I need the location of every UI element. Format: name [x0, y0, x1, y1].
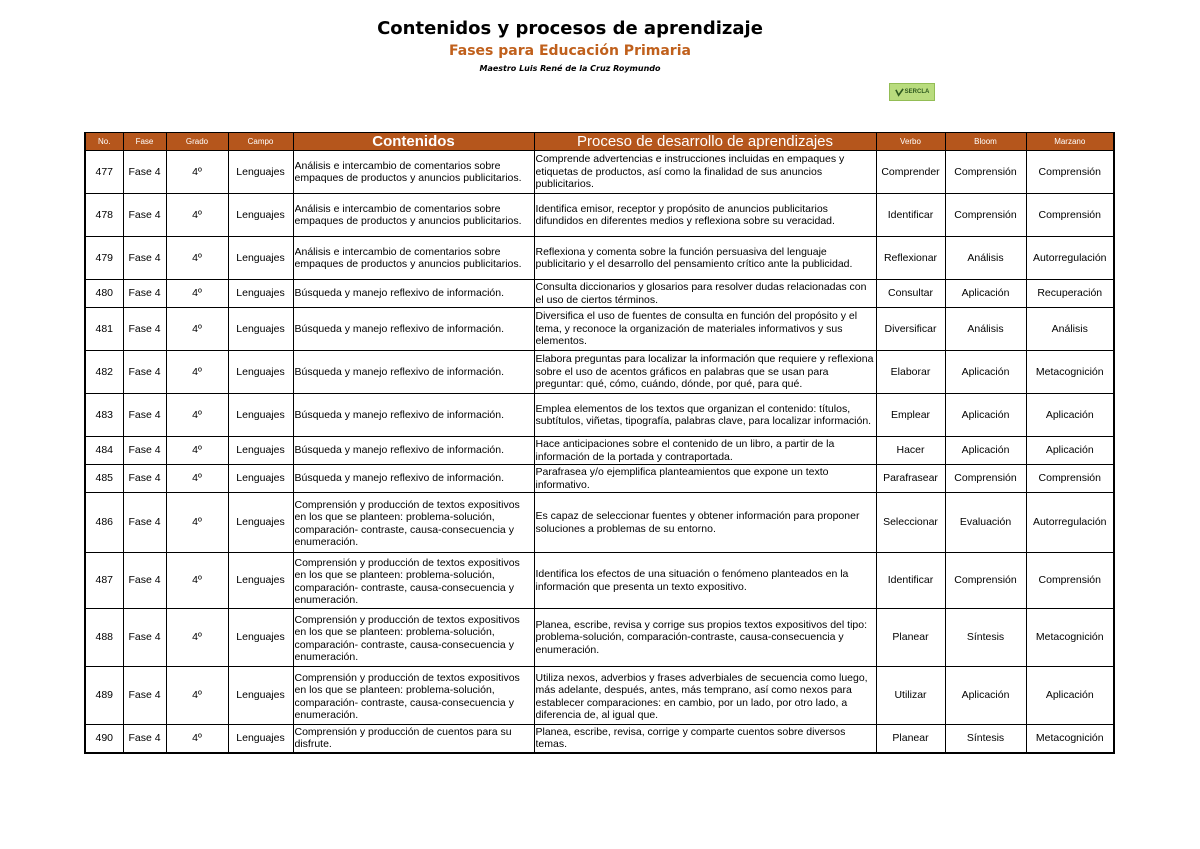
cell-contenidos-text: Comprensión y producción de textos expositivos en los que se planteen: problema-solución, comparación- contraste, causa-consecuencia y enumeración. [294, 556, 520, 605]
cell-grado: 4º [166, 553, 228, 609]
cell-proceso [534, 609, 876, 667]
cell-verbo: Consultar [876, 280, 945, 308]
table-row [85, 280, 1114, 308]
table-row [85, 553, 1114, 609]
cell-no: 490 [85, 725, 123, 753]
cell-bloom: Comprensión [945, 194, 1026, 237]
cell-proceso-text: Planea, escribe, revisa, corrige y comparte cuentos sobre diversos temas. [535, 725, 846, 751]
cell-verbo: Reflexionar [876, 237, 945, 280]
cell-campo: Lenguajes [228, 725, 293, 753]
cell-contenidos [293, 237, 534, 280]
cell-marzano: Recuperación [1026, 280, 1114, 308]
col-header-bloom: Bloom [945, 133, 1026, 151]
cell-contenidos-text: Análisis e intercambio de comentarios sobre empaques de productos y anuncios publicitarios. [294, 202, 522, 227]
table-row [85, 194, 1114, 237]
cell-bloom: Síntesis [945, 609, 1026, 667]
cell-contenidos-text: Análisis e intercambio de comentarios sobre empaques de productos y anuncios publicitarios. [294, 245, 522, 270]
cell-campo: Lenguajes [228, 151, 293, 194]
cell-verbo: Parafrasear [876, 465, 945, 493]
cell-verbo: Planear [876, 725, 945, 753]
cell-verbo: Emplear [876, 394, 945, 437]
cell-contenidos-text: Comprensión y producción de textos expositivos en los que se planteen: problema-solución, comparación- contraste, causa-consecuencia y enumeración. [294, 498, 520, 547]
cell-campo: Lenguajes [228, 493, 293, 553]
cell-campo: Lenguajes [228, 465, 293, 493]
cell-fase: Fase 4 [123, 394, 166, 437]
col-header-campo: Campo [228, 133, 293, 151]
cell-bloom: Aplicación [945, 351, 1026, 394]
cell-fase: Fase 4 [123, 465, 166, 493]
col-header-contenidos: Contenidos [293, 133, 534, 151]
cell-marzano: Metacognición [1026, 609, 1114, 667]
table-row [85, 725, 1114, 753]
col-header-verbo: Verbo [876, 133, 945, 151]
cell-fase: Fase 4 [123, 609, 166, 667]
cell-grado: 4º [166, 493, 228, 553]
cell-grado: 4º [166, 394, 228, 437]
cell-campo: Lenguajes [228, 667, 293, 725]
author-line: Maestro Luis René de la Cruz Roymundo [479, 64, 661, 73]
cell-proceso [534, 394, 876, 437]
logo-text: SERCLA [904, 89, 930, 95]
cell-campo: Lenguajes [228, 351, 293, 394]
cell-contenidos-text: Búsqueda y manejo reflexivo de información. [294, 472, 505, 485]
cell-campo: Lenguajes [228, 394, 293, 437]
cell-no: 488 [85, 609, 123, 667]
cell-verbo: Elaborar [876, 351, 945, 394]
cell-marzano: Metacognición [1026, 351, 1114, 394]
cell-proceso [534, 493, 876, 553]
cell-campo: Lenguajes [228, 609, 293, 667]
cell-verbo: Identificar [876, 194, 945, 237]
cell-fase: Fase 4 [123, 308, 166, 351]
cell-fase: Fase 4 [123, 667, 166, 725]
cell-marzano: Análisis [1026, 308, 1114, 351]
cell-no: 478 [85, 194, 123, 237]
cell-no: 480 [85, 280, 123, 308]
table-row [85, 394, 1114, 437]
cell-proceso-text: Identifica los efectos de una situación o fenómeno planteados en la información que presenta un texto expositivo. [535, 568, 849, 593]
col-header-grado: Grado [166, 133, 228, 151]
cell-no: 482 [85, 351, 123, 394]
cell-contenidos [293, 308, 534, 351]
cell-proceso [534, 237, 876, 280]
cell-proceso [534, 194, 876, 237]
cell-proceso [534, 151, 876, 194]
cell-campo: Lenguajes [228, 237, 293, 280]
cell-proceso-text: Hace anticipaciones sobre el contenido de un libro, a partir de la información de la portada y contraportada. [535, 438, 835, 463]
cell-marzano: Aplicación [1026, 667, 1114, 725]
table-row [85, 151, 1114, 194]
cell-proceso [534, 725, 876, 753]
cell-contenidos-text: Comprensión y producción de textos expositivos en los que se planteen: problema-solución, comparación- contraste, causa-consecuencia y enumeración. [294, 613, 520, 662]
cell-contenidos [293, 465, 534, 493]
cell-grado: 4º [166, 237, 228, 280]
cell-contenidos-text: Búsqueda y manejo reflexivo de información. [294, 408, 505, 421]
cell-fase: Fase 4 [123, 725, 166, 753]
cell-grado: 4º [166, 667, 228, 725]
cell-no: 481 [85, 308, 123, 351]
cell-campo: Lenguajes [228, 553, 293, 609]
logo [889, 83, 935, 101]
cell-proceso [534, 280, 876, 308]
cell-marzano: Autorregulación [1026, 493, 1114, 553]
cell-proceso-text: Parafrasea y/o ejemplifica planteamientos que expone un texto informativo. [535, 466, 829, 491]
table-row [85, 465, 1114, 493]
cell-contenidos-text: Comprensión y producción de cuentos para su disfrute. [294, 725, 512, 751]
cell-contenidos [293, 553, 534, 609]
cell-proceso-text: Identifica emisor, receptor y propósito de anuncios publicitarios difundidos en diferentes medios y reflexiona sobre su veracidad. [535, 202, 835, 227]
cell-bloom: Aplicación [945, 280, 1026, 308]
cell-marzano: Comprensión [1026, 151, 1114, 194]
cell-proceso-text: Elabora preguntas para localizar la información que requiere y reflexiona sobre el uso de acentos gráficos en palabras que se usan para preguntar: qué, cómo, cuándo, dónde, por qué, para qué. [535, 353, 874, 391]
cell-contenidos [293, 667, 534, 725]
cell-bloom: Aplicación [945, 437, 1026, 465]
cell-fase: Fase 4 [123, 237, 166, 280]
cell-fase: Fase 4 [123, 437, 166, 465]
cell-verbo: Comprender [876, 151, 945, 194]
cell-bloom: Evaluación [945, 493, 1026, 553]
cell-proceso-text: Es capaz de seleccionar fuentes y obtener información para proponer soluciones a problemas de su entorno. [535, 510, 860, 535]
cell-proceso-text: Reflexiona y comenta sobre la función persuasiva del lenguaje publicitario y el desarrollo del pensamiento crítico ante la publicidad. [535, 245, 853, 270]
cell-proceso-text: Emplea elementos de los textos que organizan el contenido: títulos, subtítulos, viñetas, tipografía, palabras clave, para localizar información. [535, 402, 872, 427]
cell-contenidos [293, 151, 534, 194]
cell-proceso [534, 465, 876, 493]
cell-contenidos [293, 609, 534, 667]
cell-campo: Lenguajes [228, 194, 293, 237]
cell-bloom: Aplicación [945, 667, 1026, 725]
cell-campo: Lenguajes [228, 437, 293, 465]
table-row [85, 237, 1114, 280]
cell-marzano: Comprensión [1026, 465, 1114, 493]
cell-fase: Fase 4 [123, 280, 166, 308]
cell-contenidos [293, 493, 534, 553]
cell-marzano: Aplicación [1026, 437, 1114, 465]
cell-bloom: Comprensión [945, 465, 1026, 493]
cell-proceso-text: Planea, escribe, revisa y corrige sus propios textos expositivos del tipo: problema-solución, comparación-contraste, causa-consecuencia y enumeración. [535, 618, 867, 656]
cell-contenidos-text: Búsqueda y manejo reflexivo de información. [294, 287, 505, 300]
cell-proceso-text: Diversifica el uso de fuentes de consulta en función del propósito y el tema, y reconoce la organización de materiales informativos y sus elementos. [535, 310, 858, 348]
cell-proceso-text: Comprende advertencias e instrucciones incluidas en empaques y etiquetas de productos, así como la finalidad de sus anuncios publicitarios. [535, 153, 845, 191]
cell-contenidos [293, 394, 534, 437]
cell-bloom: Aplicación [945, 394, 1026, 437]
table-header-row [85, 133, 1114, 151]
cell-proceso [534, 437, 876, 465]
cell-no: 487 [85, 553, 123, 609]
cell-no: 486 [85, 493, 123, 553]
cell-no: 483 [85, 394, 123, 437]
cell-no: 479 [85, 237, 123, 280]
cell-contenidos-text: Búsqueda y manejo reflexivo de información. [294, 365, 505, 378]
table-body [85, 151, 1114, 753]
cell-bloom: Análisis [945, 308, 1026, 351]
col-header-no: No. [85, 133, 123, 151]
cell-verbo: Utilizar [876, 667, 945, 725]
cell-grado: 4º [166, 194, 228, 237]
cell-grado: 4º [166, 725, 228, 753]
cell-fase: Fase 4 [123, 553, 166, 609]
table-row [85, 493, 1114, 553]
table-row [85, 437, 1114, 465]
cell-proceso [534, 351, 876, 394]
cell-marzano: Comprensión [1026, 553, 1114, 609]
col-header-marzano: Marzano [1026, 133, 1114, 151]
content-table [84, 132, 1115, 754]
table-row [85, 308, 1114, 351]
logo-icon [895, 88, 904, 97]
cell-contenidos [293, 351, 534, 394]
cell-grado: 4º [166, 280, 228, 308]
cell-fase: Fase 4 [123, 351, 166, 394]
cell-grado: 4º [166, 308, 228, 351]
cell-contenidos [293, 194, 534, 237]
cell-no: 485 [85, 465, 123, 493]
table-row [85, 609, 1114, 667]
cell-verbo: Identificar [876, 553, 945, 609]
cell-bloom: Síntesis [945, 725, 1026, 753]
cell-grado: 4º [166, 151, 228, 194]
cell-contenidos-text: Comprensión y producción de textos expositivos en los que se planteen: problema-solución, comparación- contraste, causa-consecuencia y enumeración. [294, 671, 520, 720]
cell-verbo: Diversificar [876, 308, 945, 351]
cell-proceso-text: Utiliza nexos, adverbios y frases adverbiales de secuencia como luego, más adelante, después, antes, más temprano, así como nexos para establecer comparaciones: en cambio, por un lado, por otro lado, a diferencia de, al igual que. [535, 671, 868, 720]
cell-contenidos [293, 280, 534, 308]
cell-marzano: Autorregulación [1026, 237, 1114, 280]
cell-grado: 4º [166, 437, 228, 465]
cell-grado: 4º [166, 609, 228, 667]
page-title: Contenidos y procesos de aprendizaje [377, 18, 763, 39]
cell-fase: Fase 4 [123, 493, 166, 553]
col-header-fase: Fase [123, 133, 166, 151]
cell-no: 477 [85, 151, 123, 194]
table-row [85, 351, 1114, 394]
cell-campo: Lenguajes [228, 308, 293, 351]
cell-verbo: Planear [876, 609, 945, 667]
page-subtitle: Fases para Educación Primaria [449, 43, 691, 59]
cell-marzano: Metacognición [1026, 725, 1114, 753]
cell-verbo: Seleccionar [876, 493, 945, 553]
cell-contenidos-text: Búsqueda y manejo reflexivo de información. [294, 444, 505, 457]
cell-bloom: Comprensión [945, 553, 1026, 609]
cell-marzano: Aplicación [1026, 394, 1114, 437]
cell-grado: 4º [166, 465, 228, 493]
cell-contenidos [293, 725, 534, 753]
cell-bloom: Comprensión [945, 151, 1026, 194]
cell-proceso [534, 308, 876, 351]
cell-proceso-text: Consulta diccionarios y glosarios para resolver dudas relacionadas con el uso de ciertos términos. [535, 281, 867, 306]
cell-verbo: Hacer [876, 437, 945, 465]
col-header-proceso: Proceso de desarrollo de aprendizajes [534, 133, 876, 151]
cell-fase: Fase 4 [123, 194, 166, 237]
table-row [85, 667, 1114, 725]
cell-bloom: Análisis [945, 237, 1026, 280]
cell-contenidos [293, 437, 534, 465]
cell-fase: Fase 4 [123, 151, 166, 194]
cell-proceso [534, 667, 876, 725]
cell-contenidos-text: Búsqueda y manejo reflexivo de información. [294, 322, 505, 335]
cell-grado: 4º [166, 351, 228, 394]
cell-no: 489 [85, 667, 123, 725]
cell-campo: Lenguajes [228, 280, 293, 308]
cell-no: 484 [85, 437, 123, 465]
cell-contenidos-text: Análisis e intercambio de comentarios sobre empaques de productos y anuncios publicitarios. [294, 159, 522, 184]
cell-marzano: Comprensión [1026, 194, 1114, 237]
cell-proceso [534, 553, 876, 609]
